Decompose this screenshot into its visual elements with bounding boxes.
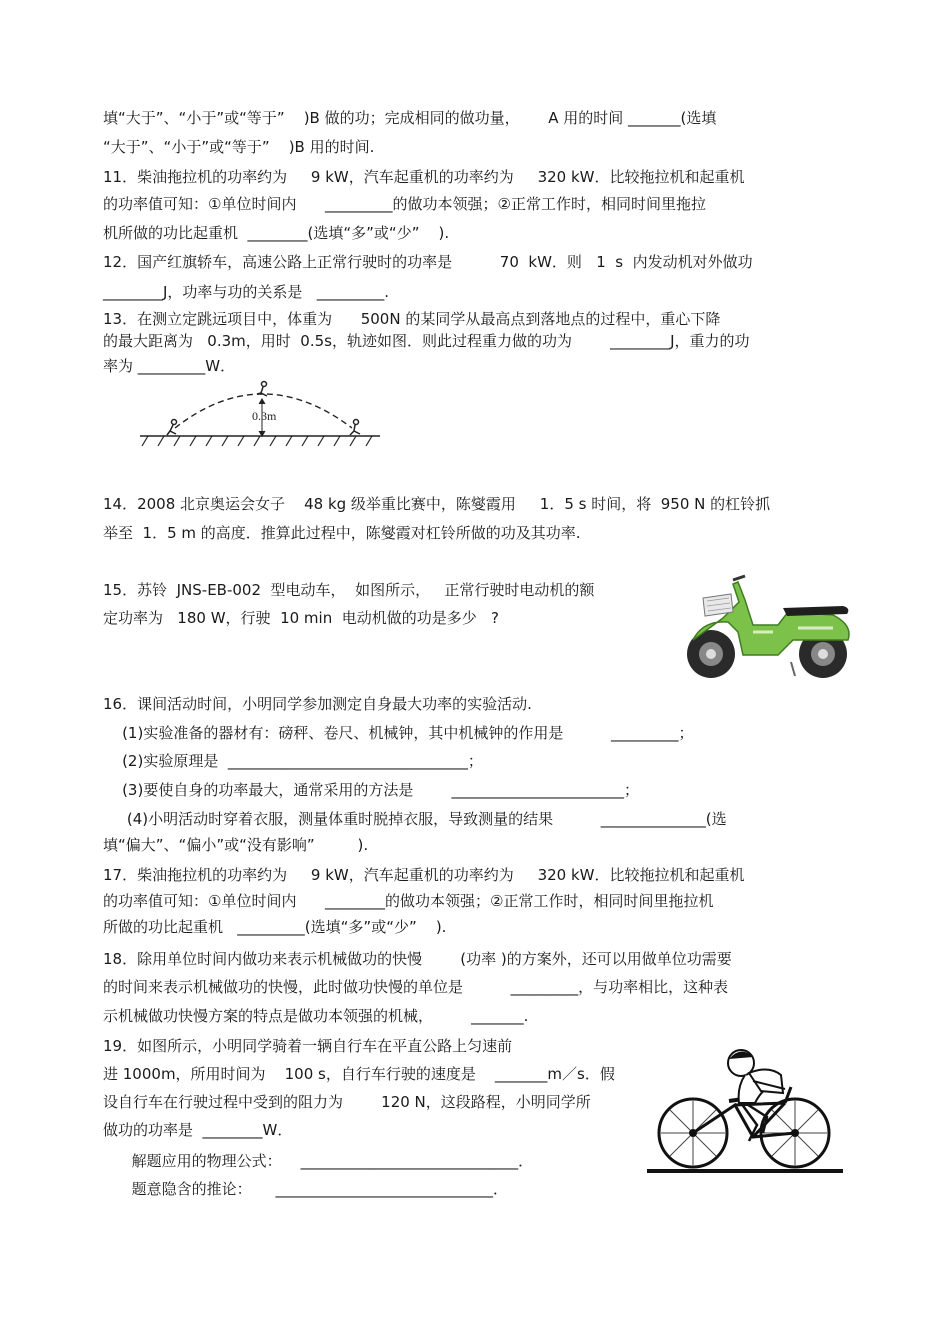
electric-scooter-image <box>683 570 863 685</box>
text-line: 定功率为 180 W，行驶 10 min 电动机做的功是多少 ? <box>103 609 500 627</box>
text-line: 的功率值可知：①单位时间内 _________的做功本领强；②正常工作时，相同时间里拖拉 <box>103 195 707 213</box>
text-line: 所做的功比起重机 _________(选填“多”或“少” ). <box>103 918 447 936</box>
text-line: 16．课间活动时间，小明同学参加测定自身最大功率的实验活动. <box>103 695 532 713</box>
text-line: 12．国产红旗轿车，高速公路上正常行驶时的功率是 70 kW．则 1 s 内发动机对外做功 <box>103 253 753 271</box>
cyclist-drawing <box>645 1045 845 1175</box>
text-line: 示机械做功快慢方案的特点是做功本领强的机械， _______. <box>103 1007 529 1025</box>
text-line: 15．苏铃 JNS-EB-002 型电动车， 如图所示， 正常行驶时电动机的额 <box>103 581 595 599</box>
text-line: “大于”、“小于”或“等于” )B 用的时间. <box>103 138 375 156</box>
text-line: 17．柴油拖拉机的功率约为 9 kW，汽车起重机的功率约为 320 kW．比较拖拉机和起重机 <box>103 866 745 884</box>
text-line: 的功率值可知：①单位时间内 ________的做功本领强；②正常工作时，相同时间里拖拉机 <box>103 892 714 910</box>
text-line: 设自行车在行驶过程中受到的阻力为 120 N，这段路程，小明同学所 <box>103 1093 591 1111</box>
text-line: 18．除用单位时间内做功来表示机械做功的快慢 (功率 )的方案外，还可以用做单位功需要 <box>103 950 732 968</box>
text-line: 填“大于”、“小于”或“等于” )B 做的功；完成相同的做功量， A 用的时间 _______(选填 <box>103 109 717 127</box>
text-line: 机所做的功比起重机 ________(选填“多”或“少” ). <box>103 224 450 242</box>
jump-trajectory-figure <box>140 378 385 453</box>
ground-hatch <box>142 436 372 446</box>
text-line: (4)小明活动时穿着衣服，测量体重时脱掉衣服，导致测量的结果 ______________(选 <box>103 810 727 828</box>
text-line: 率为 _________W． <box>103 357 236 375</box>
text-line: (1)实验准备的器材有：磅秤、卷尺、机械钟，其中机械钟的作用是 _________； <box>103 724 694 742</box>
text-line: ________J，功率与功的关系是 _________. <box>103 283 389 301</box>
jumper-top-figure <box>257 382 267 397</box>
text-line: 填“偏大”、“偏小”或“没有影响” ). <box>103 836 369 854</box>
text-line: 14．2008 北京奥运会女子 48 kg 级举重比赛中，陈燮霞用 1．5 s 时间，将 950 N 的杠铃抓 <box>103 495 771 513</box>
text-line: (2)实验原理是 ________________________________； <box>103 752 483 770</box>
text-line: 的时间来表示机械做功的快慢，此时做功快慢的单位是 _________，与功率相比，这种表 <box>103 978 729 996</box>
text-line: 做功的功率是 ________W． <box>103 1121 293 1139</box>
text-line: 解题应用的物理公式： _____________________________． <box>103 1152 534 1170</box>
text-line: (3)要使自身的功率最大，通常采用的方法是 _______________________； <box>103 781 639 799</box>
text-line: 19．如图所示，小明同学骑着一辆自行车在平直公路上匀速前 <box>103 1037 513 1055</box>
text-line: 进 1000m，所用时间为 100 s，自行车行驶的速度是 _______m／s．假 <box>103 1065 615 1083</box>
height-label: 0.3m <box>252 409 277 423</box>
text-line: 的最大距离为 0.3m，用时 0.5s，轨迹如图．则此过程重力做的功为 ________J，重力的功 <box>103 332 750 350</box>
text-line: 举至 1．5 m 的高度．推算此过程中，陈燮霞对杠铃所做的功及其功率. <box>103 524 581 542</box>
text-line: 题意隐含的推论： _____________________________． <box>103 1180 508 1198</box>
text-line: 11．柴油拖拉机的功率约为 9 kW，汽车起重机的功率约为 320 kW．比较拖拉机和起重机 <box>103 168 745 186</box>
text-line: 13．在测立定跳远项目中，体重为 500N 的某同学从最高点到落地点的过程中，重心下降 <box>103 310 721 328</box>
